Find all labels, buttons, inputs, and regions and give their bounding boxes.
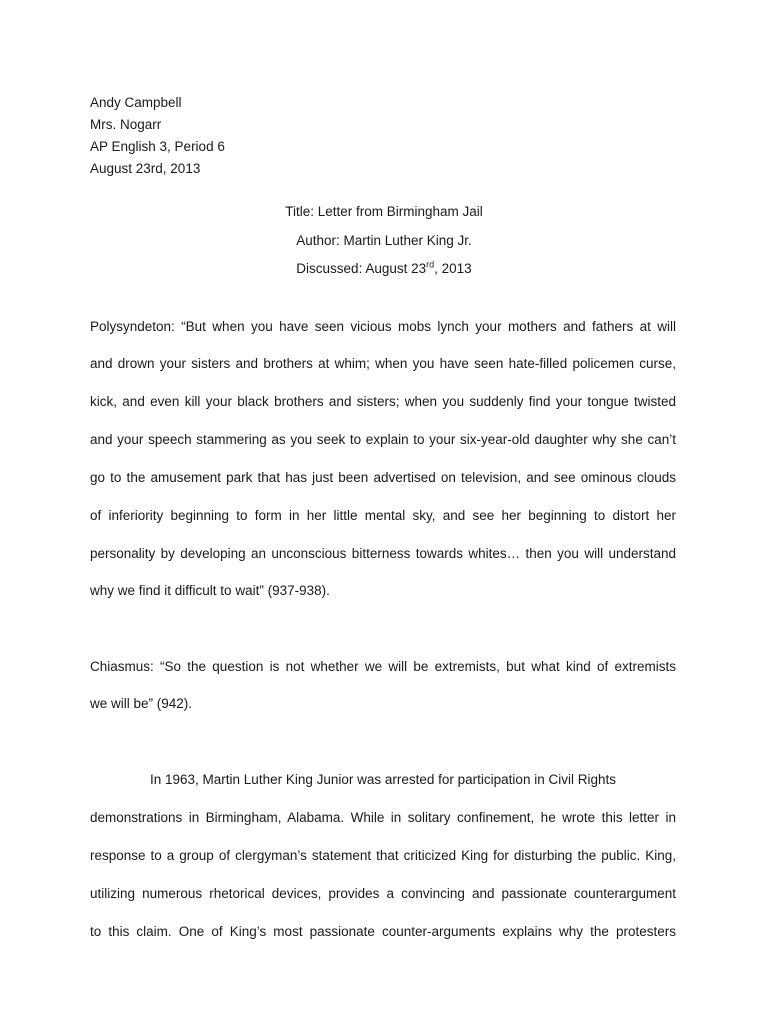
polysyndeton-line: and your speech stammering as you seek to explain to your six-year-old daughter why she can’t [90,432,676,447]
chiasmus-line: Chiasmus: “So the question is not whether we will be extremists, but what kind of extremists [90,659,676,674]
discussed-date-prefix: Discussed: August 23 [296,261,427,276]
essay-line: In 1963, Martin Luther King Junior was arrested for participation in Civil Rights [150,772,616,787]
chiasmus-line: we will be” (942). [90,696,193,711]
essay-line: utilizing numerous rhetorical devices, provides a convincing and passionate counterargument [90,886,676,901]
work-title: Title: Letter from Birmingham Jail [285,204,483,219]
course-name: AP English 3, Period 6 [90,139,225,154]
polysyndeton-line: personality by developing an unconscious bitterness towards whites… then you will understand [90,546,676,561]
discussed-date-ordinal: rd [426,259,435,270]
polysyndeton-line: Polysyndeton: “But when you have seen vicious mobs lynch your mothers and fathers at will [90,319,676,334]
polysyndeton-line: of inferiority beginning to form in her little mental sky, and see her beginning to distort her [90,508,676,523]
essay-line: demonstrations in Birmingham, Alabama. While in solitary confinement, he wrote this letter in [90,810,676,825]
polysyndeton-line: why we find it difficult to wait” (937-938). [90,583,330,598]
polysyndeton-line: go to the amusement park that has just been advertised on television, and see ominous clouds [90,470,676,485]
discussed-date-suffix: , 2013 [434,261,472,276]
essay-line: to this claim. One of King’s most passionate counter-arguments explains why the protesters [90,924,676,939]
essay-line: response to a group of clergyman’s statement that criticized King for disturbing the public. King, [90,848,676,863]
discussed-date [0,260,768,278]
document-date: August 23rd, 2013 [90,161,201,176]
teacher-name: Mrs. Nogarr [90,117,162,132]
polysyndeton-line: and drown your sisters and brothers at whim; when you have seen hate-filled policemen curse, [90,356,676,371]
student-name: Andy Campbell [90,95,182,110]
work-author: Author: Martin Luther King Jr. [296,233,472,248]
polysyndeton-line: kick, and even kill your black brothers and sisters; when you suddenly find your tongue twisted [90,394,676,409]
